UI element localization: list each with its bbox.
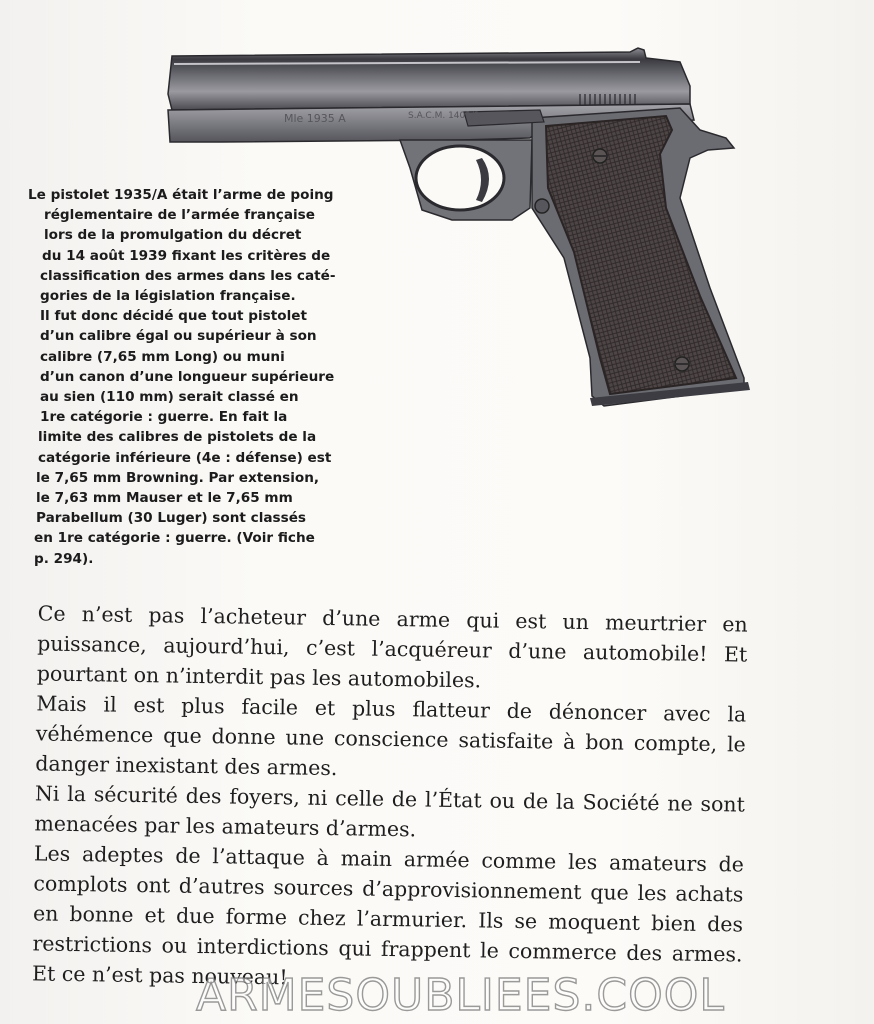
- caption-line: du 14 août 1939 fixant les critères de: [42, 247, 331, 264]
- caption-line: en 1re catégorie : guerre. (Voir fiche: [34, 530, 315, 547]
- caption-line: 1re catégorie : guerre. En fait la: [40, 409, 288, 426]
- caption-line: Il fut donc décidé que tout pistolet: [40, 308, 307, 325]
- caption-line: au sien (110 mm) serait classé en: [40, 389, 299, 406]
- caption-line: gories de la législation française.: [40, 288, 296, 305]
- caption-line: réglementaire de l’armée française: [44, 207, 315, 224]
- body-paragraph: Les adeptes de l’attaque à main armée comme les amateurs de complots ont d’autres sources d’approvisionnement que les achats en bonne et due forme chez l’armurier. Ils se moquent bien des restrictions ou interdictions qui frappent le commerce des armes. Et ce n’est pas nouveau!: [31, 841, 745, 990]
- body-paragraph: Ni la sécurité des foyers, ni celle de l’État ou de la Société ne sont menacées par les amateurs d’armes.: [34, 781, 746, 842]
- caption-line: le 7,65 mm Browning. Par extension,: [36, 469, 320, 486]
- caption-line: catégorie inférieure (4e : défense) est: [38, 449, 332, 466]
- caption-line: p. 294).: [34, 550, 94, 567]
- caption-line: d’un calibre égal ou supérieur à son: [40, 328, 317, 345]
- figure-caption: [28, 185, 350, 569]
- pistol-model-marking: Mle 1935 A: [284, 112, 346, 125]
- caption-line: calibre (7,65 mm Long) ou muni: [40, 348, 285, 365]
- caption-line: d’un canon d’une longueur supérieure: [40, 368, 335, 385]
- body-text: [6, 598, 748, 1000]
- caption-line: Parabellum (30 Luger) sont classés: [36, 510, 307, 527]
- caption-line: Le pistolet 1935/A était l’arme de poing: [28, 187, 334, 203]
- pistol-maker-marking: S.A.C.M. 1401/1: [408, 111, 480, 121]
- body-paragraph: Ce n’est pas l’acheteur d’une arme qui est un meurtrier en puissance, aujourd’hui, c’est l’acquéreur d’une automobile! Et pourtant on n’interdit pas les automobiles.: [36, 601, 748, 693]
- caption-line: limite des calibres de pistolets de la: [38, 429, 317, 446]
- caption-line: le 7,63 mm Mauser et le 7,65 mm: [36, 490, 293, 507]
- caption-line: classification des armes dans les caté-: [40, 267, 336, 284]
- body-paragraph: Mais il est plus facile et plus flatteur de dénoncer avec la véhémence que donne une conscience satisfaite à bon compte, le danger inexistant des armes.: [35, 691, 747, 781]
- watermark: ARMESOUBLIEES.COOL: [196, 970, 725, 1021]
- caption-line: lors de la promulgation du décret: [44, 227, 302, 244]
